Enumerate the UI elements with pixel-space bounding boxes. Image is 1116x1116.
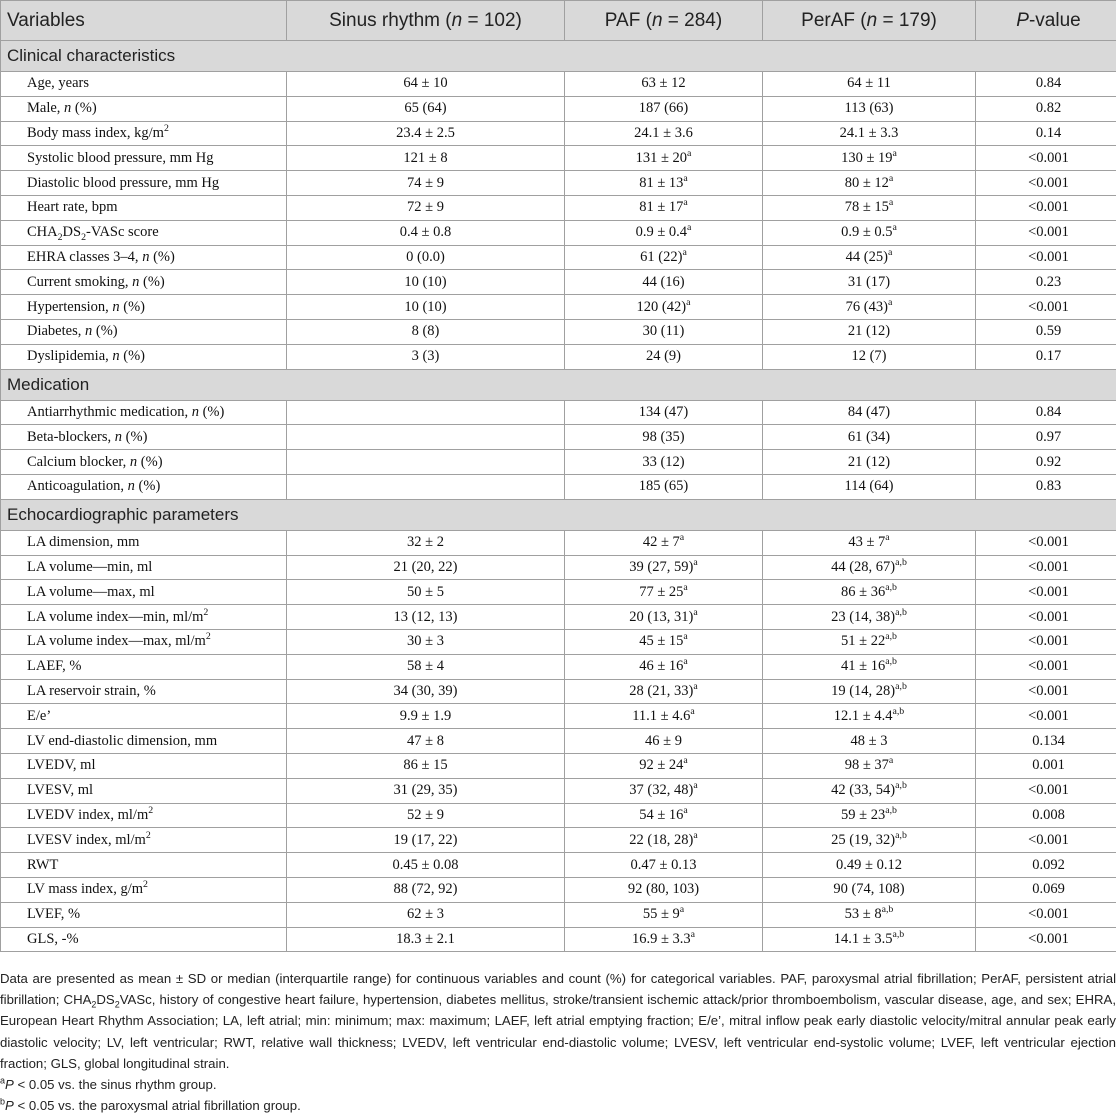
cell-peraf: 64 ± 11 — [763, 72, 976, 97]
cell-paf: 134 (47) — [565, 400, 763, 425]
table-row — [1, 295, 1116, 320]
cell-sinus: 52 ± 9 — [287, 803, 565, 828]
table-row — [1, 654, 1116, 679]
row-label: LA volume—min, ml — [1, 555, 287, 580]
cell-sinus — [287, 450, 565, 475]
row-label: $CHA_2DS_2$-VASc score — [1, 220, 287, 245]
cell-paf: 63 ± 12 — [565, 72, 763, 97]
cell-paf: 33 (12) — [565, 450, 763, 475]
cell-peraf: $86 \pm 36^{a,b}$ — [763, 580, 976, 605]
row-label: LA dimension, mm — [1, 530, 287, 555]
cell-p: 0.14 — [976, 121, 1116, 146]
row-label: LV mass index, $g/m^2$ — [1, 877, 287, 902]
cell-peraf: 24.1 ± 3.3 — [763, 121, 976, 146]
cell-sinus: 47 ± 8 — [287, 729, 565, 754]
cell-paf: 187 (66) — [565, 96, 763, 121]
cell-p: 0.92 — [976, 450, 1116, 475]
table-row — [1, 72, 1116, 97]
row-label: GLS, -% — [1, 927, 287, 952]
cell-peraf: 21 (12) — [763, 319, 976, 344]
cell-sinus: 0 (0.0) — [287, 245, 565, 270]
footnote-a: $^a$P < 0.05 vs. the sinus rhythm group. — [0, 1074, 1116, 1095]
cell-paf: 28 (21, 33)$^a$ — [565, 679, 763, 704]
table-row — [1, 400, 1116, 425]
cell-peraf: 61 (34) — [763, 425, 976, 450]
cell-paf: 20 (13, 31)$^a$ — [565, 605, 763, 630]
cell-p: <0.001 — [976, 605, 1116, 630]
row-label: Age, years — [1, 72, 287, 97]
cell-sinus: 19 (17, 22) — [287, 828, 565, 853]
row-label: Dyslipidemia, n (%) — [1, 344, 287, 369]
cell-sinus: 34 (30, 39) — [287, 679, 565, 704]
table-row — [1, 877, 1116, 902]
cell-sinus: 65 (64) — [287, 96, 565, 121]
row-label: LA reservoir strain, % — [1, 679, 287, 704]
cell-p: <0.001 — [976, 679, 1116, 704]
row-label: Diastolic blood pressure, mm Hg — [1, 171, 287, 196]
table-row — [1, 927, 1116, 952]
cell-sinus — [287, 474, 565, 499]
cell-peraf: $12.1 \pm 4.4^{a,b}$ — [763, 704, 976, 729]
cell-p: <0.001 — [976, 654, 1116, 679]
cell-peraf: 84 (47) — [763, 400, 976, 425]
table-row — [1, 704, 1116, 729]
cell-sinus: 121 ± 8 — [287, 146, 565, 171]
table-row — [1, 121, 1116, 146]
cell-paf: 185 (65) — [565, 474, 763, 499]
section-medication: Medication — [1, 369, 1116, 400]
cell-sinus: 3 (3) — [287, 344, 565, 369]
row-label: Heart rate, bpm — [1, 195, 287, 220]
table-row — [1, 729, 1116, 754]
table-row — [1, 425, 1116, 450]
row-label: E/e’ — [1, 704, 287, 729]
cell-peraf: $53 \pm 8^{a,b}$ — [763, 902, 976, 927]
cell-p: <0.001 — [976, 902, 1116, 927]
table-row — [1, 319, 1116, 344]
row-label: LV end-diastolic dimension, mm — [1, 729, 287, 754]
cell-paf: 39 (27, 59)$^a$ — [565, 555, 763, 580]
cell-sinus: 30 ± 3 — [287, 629, 565, 654]
header-paf: PAF (n = 284) — [565, 1, 763, 41]
row-label: LVESV index, $ml/m^2$ — [1, 828, 287, 853]
table-row — [1, 474, 1116, 499]
row-label: LVEF, % — [1, 902, 287, 927]
cell-paf: 46 ± 9 — [565, 729, 763, 754]
cell-sinus: 18.3 ± 2.1 — [287, 927, 565, 952]
table-row — [1, 220, 1116, 245]
header-sinus-rhythm: Sinus rhythm (n = 102) — [287, 1, 565, 41]
table-row — [1, 555, 1116, 580]
table-row — [1, 270, 1116, 295]
cell-sinus: 0.45 ± 0.08 — [287, 853, 565, 878]
row-label: Calcium blocker, n (%) — [1, 450, 287, 475]
row-label: LVESV, ml — [1, 778, 287, 803]
row-label: Current smoking, n (%) — [1, 270, 287, 295]
row-label: Anticoagulation, n (%) — [1, 474, 287, 499]
cell-p: <0.001 — [976, 555, 1116, 580]
cell-p: <0.001 — [976, 220, 1116, 245]
cell-paf: 0.9 ± 0.4$^a$ — [565, 220, 763, 245]
row-label: Diabetes, n (%) — [1, 319, 287, 344]
cell-paf: 37 (32, 48)$^a$ — [565, 778, 763, 803]
section-clinical: Clinical characteristics — [1, 41, 1116, 72]
cell-sinus: 23.4 ± 2.5 — [287, 121, 565, 146]
table-row — [1, 629, 1116, 654]
cell-paf: 44 (16) — [565, 270, 763, 295]
cell-peraf: 25 (19, 32)$^{a,b}$ — [763, 828, 976, 853]
cell-sinus: 0.4 ± 0.8 — [287, 220, 565, 245]
cell-peraf: $43 \pm 7^a$ — [763, 530, 976, 555]
cell-peraf: 113 (63) — [763, 96, 976, 121]
cell-peraf: 0.49 ± 0.12 — [763, 853, 976, 878]
section-row — [1, 499, 1116, 530]
cell-peraf: 48 ± 3 — [763, 729, 976, 754]
cell-sinus: 88 (72, 92) — [287, 877, 565, 902]
cell-peraf: $130 \pm 19^a$ — [763, 146, 976, 171]
cell-sinus: 58 ± 4 — [287, 654, 565, 679]
cell-sinus: 64 ± 10 — [287, 72, 565, 97]
cell-peraf: 44 (28, 67)$^{a,b}$ — [763, 555, 976, 580]
cell-p: 0.84 — [976, 72, 1116, 97]
row-label: Beta-blockers, n (%) — [1, 425, 287, 450]
cell-paf: 22 (18, 28)$^a$ — [565, 828, 763, 853]
cell-paf: $42 \pm 7^a$ — [565, 530, 763, 555]
row-label: Male, n (%) — [1, 96, 287, 121]
cell-p: 0.83 — [976, 474, 1116, 499]
cell-peraf: $80 \pm 12^a$ — [763, 171, 976, 196]
header-p-value: P-value — [976, 1, 1116, 41]
cell-p: 0.008 — [976, 803, 1116, 828]
table-row — [1, 580, 1116, 605]
table-row — [1, 450, 1116, 475]
cell-peraf: 0.9 ± 0.5$^a$ — [763, 220, 976, 245]
cell-sinus: 50 ± 5 — [287, 580, 565, 605]
cell-p: <0.001 — [976, 580, 1116, 605]
cell-p: 0.97 — [976, 425, 1116, 450]
cell-p: <0.001 — [976, 778, 1116, 803]
row-label: LAEF, % — [1, 654, 287, 679]
cell-sinus: 62 ± 3 — [287, 902, 565, 927]
cell-paf: 11.1 ± 4.6$^a$ — [565, 704, 763, 729]
table-row — [1, 828, 1116, 853]
cell-sinus: 31 (29, 35) — [287, 778, 565, 803]
table-row — [1, 171, 1116, 196]
footnote-b: $^b$P < 0.05 vs. the paroxysmal atrial fibrillation group. — [0, 1095, 1116, 1116]
table-row — [1, 853, 1116, 878]
cell-peraf: 114 (64) — [763, 474, 976, 499]
cell-sinus: 86 ± 15 — [287, 753, 565, 778]
section-row — [1, 369, 1116, 400]
table-row — [1, 803, 1116, 828]
cell-p: <0.001 — [976, 828, 1116, 853]
table-row — [1, 195, 1116, 220]
footnote-abbreviations: Data are presented as mean ± SD or median (interquartile range) for continuous variables and count (%) for categorical variables. PAF, paroxysmal atrial fibrillation; PerAF, persistent atrial fibrillation; $CHA_2DS_2VASc$, history of congestive heart failure, hypertension, diabetes mellitus, stroke/transient ischemic attack/prior thromboembolism, vascular disease, age, and sex; EHRA, European Heart Rhythm Association; LA, left atrial; min: minimum; max: maximum; LAEF, left atrial emptying fraction; E/e’, mitral inflow peak early diastolic velocity/mitral annular peak early diastolic velocity; LV, left ventricular; RWT, relative wall thickness; LVEDV, left ventricular end-diastolic volume; LVESV, left ventricular end-systolic volume; LVEF, left ventricular ejection fraction; GLS, global longitudinal strain. — [0, 968, 1116, 1074]
cell-sinus: 74 ± 9 — [287, 171, 565, 196]
cell-paf: 61 $(22)^a$ — [565, 245, 763, 270]
section-echo: Echocardiographic parameters — [1, 499, 1116, 530]
cell-paf: $46 \pm 16^a$ — [565, 654, 763, 679]
table-row — [1, 753, 1116, 778]
cell-paf: $131 \pm 20^a$ — [565, 146, 763, 171]
cell-paf: 24.1 ± 3.6 — [565, 121, 763, 146]
cell-paf: 24 (9) — [565, 344, 763, 369]
cell-peraf: $78 \pm 15^a$ — [763, 195, 976, 220]
row-label: RWT — [1, 853, 287, 878]
cell-p: <0.001 — [976, 195, 1116, 220]
cell-peraf: 42 (33, 54)$^{a,b}$ — [763, 778, 976, 803]
row-label: EHRA classes 3–4, n (%) — [1, 245, 287, 270]
cell-paf: $81 \pm 13^a$ — [565, 171, 763, 196]
cell-p: 0.82 — [976, 96, 1116, 121]
table-row — [1, 146, 1116, 171]
cell-peraf: 90 (74, 108) — [763, 877, 976, 902]
row-label: Hypertension, n (%) — [1, 295, 287, 320]
cell-peraf: $51 \pm 22^{a,b}$ — [763, 629, 976, 654]
cell-peraf: 31 (17) — [763, 270, 976, 295]
cell-p: <0.001 — [976, 245, 1116, 270]
cell-paf: $45 \pm 15^a$ — [565, 629, 763, 654]
section-row — [1, 41, 1116, 72]
cell-sinus — [287, 400, 565, 425]
table-footnotes — [0, 968, 1116, 1116]
cell-paf: $92 \pm 24^a$ — [565, 753, 763, 778]
cell-p: <0.001 — [976, 146, 1116, 171]
table-row — [1, 679, 1116, 704]
table-row — [1, 902, 1116, 927]
cell-p: <0.001 — [976, 629, 1116, 654]
cell-p: 0.134 — [976, 729, 1116, 754]
cell-sinus: 9.9 ± 1.9 — [287, 704, 565, 729]
cell-peraf: 76 $(43)^a$ — [763, 295, 976, 320]
cell-p: <0.001 — [976, 704, 1116, 729]
cell-paf: 98 (35) — [565, 425, 763, 450]
cell-peraf: $98 \pm 37^a$ — [763, 753, 976, 778]
cell-p: 0.069 — [976, 877, 1116, 902]
row-label: Antiarrhythmic medication, n (%) — [1, 400, 287, 425]
table-row — [1, 605, 1116, 630]
cell-sinus: 8 (8) — [287, 319, 565, 344]
cell-paf: $81 \pm 17^a$ — [565, 195, 763, 220]
cell-p: 0.84 — [976, 400, 1116, 425]
cell-peraf: 23 (14, 38)$^{a,b}$ — [763, 605, 976, 630]
cell-p: <0.001 — [976, 171, 1116, 196]
cell-p: 0.092 — [976, 853, 1116, 878]
cell-p: 0.17 — [976, 344, 1116, 369]
header-variables: Variables — [1, 1, 287, 41]
cell-p: 0.23 — [976, 270, 1116, 295]
table-row — [1, 96, 1116, 121]
row-label: LA volume index—max, $ml/m^2$ — [1, 629, 287, 654]
cell-peraf: $14.1 \pm 3.5^{a,b}$ — [763, 927, 976, 952]
row-label: LVEDV index, $ml/m^2$ — [1, 803, 287, 828]
cell-p: 0.001 — [976, 753, 1116, 778]
cell-paf: $55 \pm 9^a$ — [565, 902, 763, 927]
cell-paf: $77 \pm 25^a$ — [565, 580, 763, 605]
cell-paf: 120 $(42)^a$ — [565, 295, 763, 320]
row-label: LVEDV, ml — [1, 753, 287, 778]
header-row — [1, 1, 1116, 41]
cell-peraf: 19 (14, 28)$^{a,b}$ — [763, 679, 976, 704]
table-row — [1, 778, 1116, 803]
row-label: Body mass index, $kg/m^2$ — [1, 121, 287, 146]
row-label: LA volume—max, ml — [1, 580, 287, 605]
cell-p: 0.59 — [976, 319, 1116, 344]
cell-p: <0.001 — [976, 295, 1116, 320]
cell-peraf: 21 (12) — [763, 450, 976, 475]
row-label: Systolic blood pressure, mm Hg — [1, 146, 287, 171]
header-peraf: PerAF (n = 179) — [763, 1, 976, 41]
cell-sinus: 32 ± 2 — [287, 530, 565, 555]
table-row — [1, 530, 1116, 555]
cell-peraf: 44 $(25)^a$ — [763, 245, 976, 270]
cell-paf: 92 (80, 103) — [565, 877, 763, 902]
cell-peraf: 12 (7) — [763, 344, 976, 369]
cell-sinus: 72 ± 9 — [287, 195, 565, 220]
cell-sinus: 21 (20, 22) — [287, 555, 565, 580]
table-row — [1, 245, 1116, 270]
cell-paf: $54 \pm 16^a$ — [565, 803, 763, 828]
cell-sinus: 10 (10) — [287, 270, 565, 295]
cell-paf: 16.9 ± 3.3$^a$ — [565, 927, 763, 952]
cell-peraf: $41 \pm 16^{a,b}$ — [763, 654, 976, 679]
row-label: LA volume index—min, $ml/m^2$ — [1, 605, 287, 630]
cell-paf: 30 (11) — [565, 319, 763, 344]
cell-paf: 0.47 ± 0.13 — [565, 853, 763, 878]
cell-p: <0.001 — [976, 530, 1116, 555]
table-row — [1, 344, 1116, 369]
cell-sinus — [287, 425, 565, 450]
cell-sinus: 10 (10) — [287, 295, 565, 320]
cell-peraf: $59 \pm 23^{a,b}$ — [763, 803, 976, 828]
cell-sinus: 13 (12, 13) — [287, 605, 565, 630]
cell-p: <0.001 — [976, 927, 1116, 952]
